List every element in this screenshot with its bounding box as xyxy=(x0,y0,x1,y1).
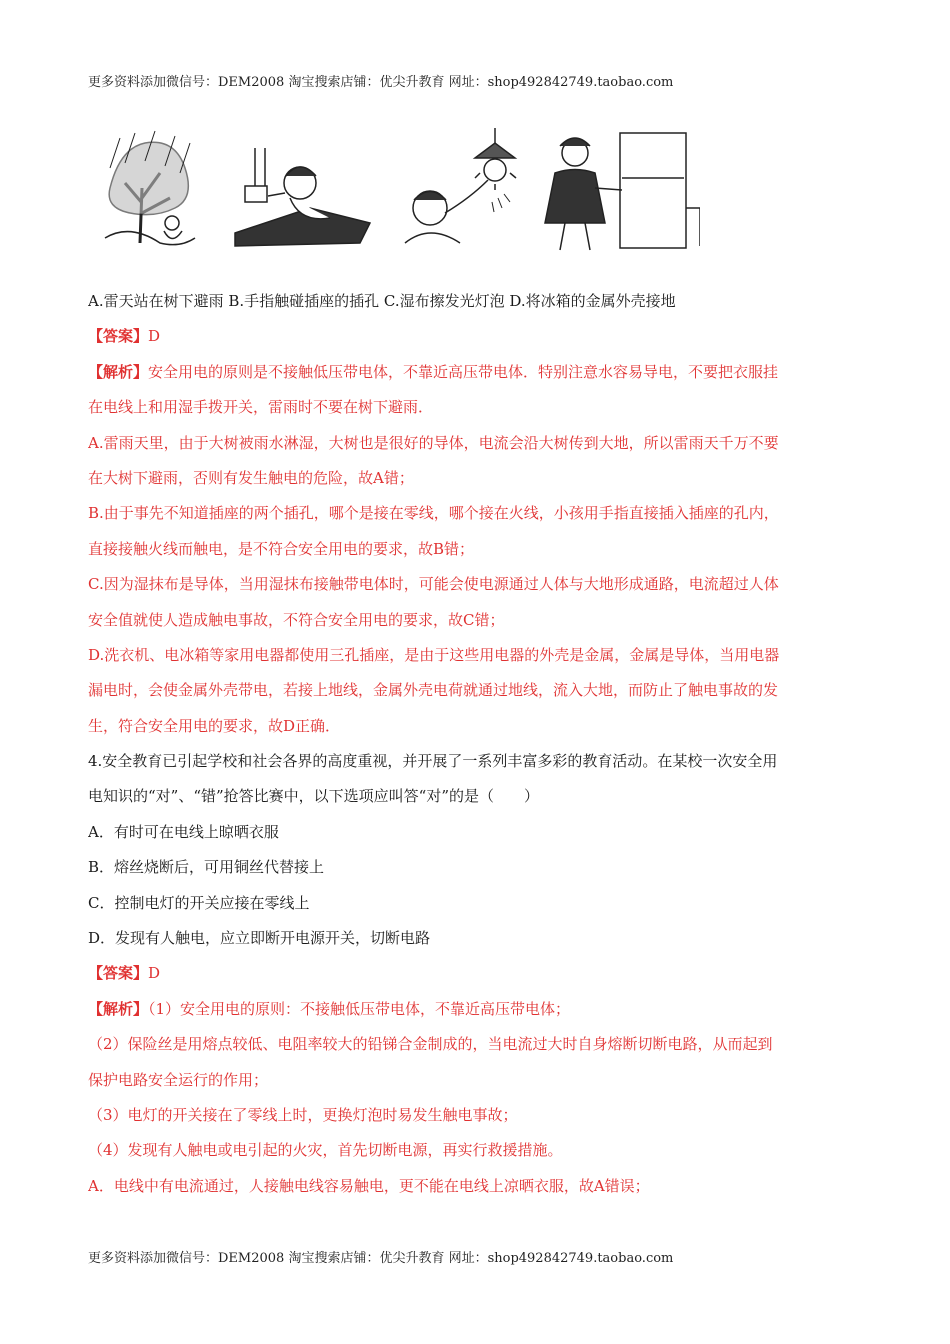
q4-analysis-line: （2）保险丝是用熔点较低、电阻率较大的铅锑合金制成的，当电流过大时自身熔断切断电路，从而起到 xyxy=(88,1035,773,1054)
q3-analysis-line: A.雷雨天里，由于大树被雨水淋湿，大树也是很好的导体，电流会沿大树传到大地，所以雷雨天千万不要 xyxy=(88,433,779,452)
q4-analysis-line: （3）电灯的开关接在了零线上时，更换灯泡时易发生触电事故； xyxy=(88,1105,518,1124)
safety-illustrations xyxy=(100,128,700,253)
q4-analysis-line: （4）发现有人触电或电引起的火灾，首先切断电源，再实行救援措施。 xyxy=(88,1141,563,1160)
q3-answer xyxy=(88,319,868,354)
q3-analysis-line: 漏电时，会使金属外壳带电，若接上地线，金属外壳电荷就通过地线，流入大地，而防止了触电事故的发 xyxy=(88,681,779,700)
q4-analysis-line: A．电线中有电流通过，人接触电线容易触电，更不能在电线上凉晒衣服，故A错误； xyxy=(88,1176,650,1195)
page-footer: 更多资料添加微信号：DEM2008 淘宝搜索店铺：优尖升教育 网址：shop492842749.taobao.com xyxy=(88,1251,674,1266)
q3-analysis-line: 直接接触火线而触电，是不符合安全用电的要求，故B错； xyxy=(88,539,475,558)
answer-tag: 【答案】 xyxy=(88,327,149,346)
q3-analysis-line xyxy=(88,355,868,390)
answer-tag: 【答案】 xyxy=(88,964,149,983)
analysis-text: （1）安全用电的原则：不接触低压带电体，不靠近高压带电体； xyxy=(148,999,571,1018)
q4-option: C．控制电灯的开关应接在零线上 xyxy=(88,893,310,912)
q3-analysis-line: 安全值就使人造成触电事故，不符合安全用电的要求，故C错； xyxy=(88,610,505,629)
analysis-tag: 【解析】 xyxy=(88,999,149,1018)
answer-value: D xyxy=(148,964,161,983)
q4-stem-line: 4.安全教育已引起学校和社会各界的高度重视，并开展了一系列丰富多彩的教育活动。在某校一次安全用 xyxy=(88,752,778,771)
q4-answer xyxy=(88,956,868,991)
girl-with-fridge-picture xyxy=(545,133,700,250)
q4-analysis-line xyxy=(88,992,868,1027)
boy-wiping-bulb-picture xyxy=(405,128,516,243)
document-body xyxy=(88,284,868,1204)
q3-options-line: A.雷天站在树下避雨 B.手指触碰插座的插孔 C.湿布擦发光灯泡 D.将冰箱的金属外壳接地 xyxy=(88,292,676,310)
tree-in-rain-picture xyxy=(105,131,195,245)
q3-analysis-line: 在电线上和用湿手拨开关，雷雨时不要在树下避雨． xyxy=(88,398,434,417)
analysis-text: 安全用电的原则是不接触低压带电体，不靠近高压带电体．特别注意水容易导电，不要把衣服挂 xyxy=(148,362,779,381)
q3-analysis-line: D.洗衣机、电冰箱等家用电器都使用三孔插座，是由于这些用电器的外壳是金属，金属是导体，当用电器 xyxy=(88,645,780,664)
q3-analysis-line: 生，符合安全用电的要求，故D正确． xyxy=(88,716,341,735)
q3-analysis-line: B.由于事先不知道插座的两个插孔，哪个是接在零线，哪个接在火线，小孩用手指直接插入插座的孔内， xyxy=(88,504,779,523)
q4-analysis-line: 保护电路安全运行的作用； xyxy=(88,1070,269,1089)
q4-option: B．熔丝烧断后，可用铜丝代替接上 xyxy=(88,858,325,877)
q3-analysis-line: C.因为湿抹布是导体，当用湿抹布接触带电体时，可能会使电源通过人体与大地形成通路，电流超过人体 xyxy=(88,575,779,594)
q4-option: D．发现有人触电，应立即断开电源开关，切断电路 xyxy=(88,929,431,948)
page-header: 更多资料添加微信号：DEM2008 淘宝搜索店铺：优尖升教育 网址：shop492842749.taobao.com xyxy=(88,75,674,90)
q4-stem-line: 电知识的“对”、“错”抢答比赛中，以下选项应叫答“对”的是（ ） xyxy=(88,787,540,806)
q4-option: A．有时可在电线上晾晒衣服 xyxy=(88,822,279,841)
child-touching-socket-picture xyxy=(235,148,370,246)
analysis-tag: 【解析】 xyxy=(88,362,149,381)
answer-value: D xyxy=(148,327,161,346)
q3-analysis-line: 在大树下避雨，否则有发生触电的危险，故A错； xyxy=(88,468,414,487)
